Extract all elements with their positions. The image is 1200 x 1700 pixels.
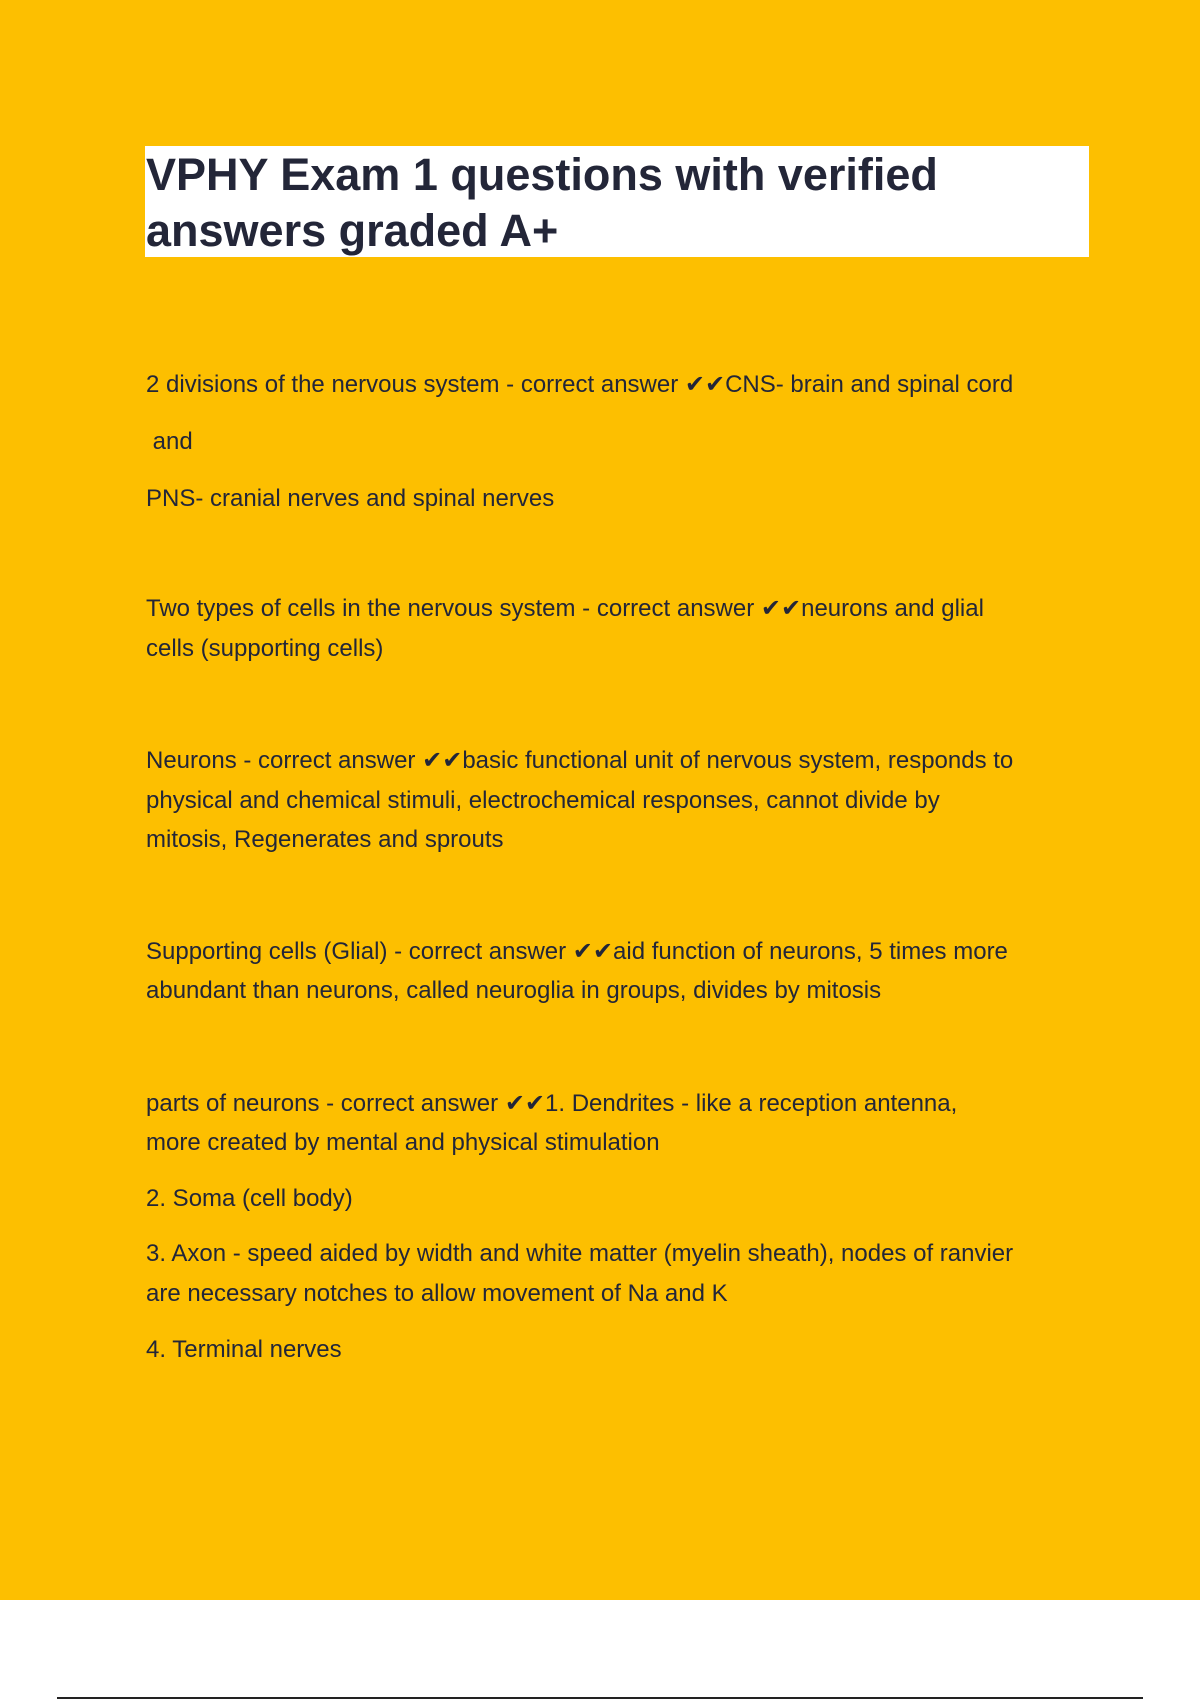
qa-line: 2 divisions of the nervous system - correct answer ✔✔CNS- brain and spinal cord — [146, 371, 1014, 398]
qa-line: cells (supporting cells) — [146, 635, 384, 662]
qa-line: PNS- cranial nerves and spinal nerves — [146, 485, 555, 512]
qa-line: more created by mental and physical stimulation — [146, 1129, 660, 1156]
page-title-line-2: answers graded A+ — [146, 205, 559, 256]
qa-line: Neurons - correct answer ✔✔basic functional unit of nervous system, responds to — [146, 747, 1014, 774]
qa-line: physical and chemical stimuli, electrochemical responses, cannot divide by — [146, 787, 940, 814]
qa-line: 3. Axon - speed aided by width and white matter (myelin sheath), nodes of ranvier — [146, 1240, 1014, 1267]
qa-line: mitosis, Regenerates and sprouts — [146, 826, 504, 853]
qa-line: parts of neurons - correct answer ✔✔1. Dendrites - like a reception antenna, — [146, 1090, 958, 1117]
title-box — [145, 146, 1089, 257]
page-title-line-1: VPHY Exam 1 questions with verified — [146, 149, 938, 200]
qa-line: are necessary notches to allow movement of Na and K — [146, 1280, 728, 1307]
qa-line: 4. Terminal nerves — [146, 1336, 342, 1363]
qa-line: Two types of cells in the nervous system - correct answer ✔✔neurons and glial — [146, 595, 984, 622]
footer-divider — [57, 1697, 1143, 1699]
qa-line: and — [146, 428, 193, 455]
qa-line: abundant than neurons, called neuroglia in groups, divides by mitosis — [146, 977, 882, 1004]
qa-line: Supporting cells (Glial) - correct answer ✔✔aid function of neurons, 5 times more — [146, 938, 1008, 965]
page-title — [146, 146, 1089, 259]
qa-line: 2. Soma (cell body) — [146, 1185, 353, 1212]
